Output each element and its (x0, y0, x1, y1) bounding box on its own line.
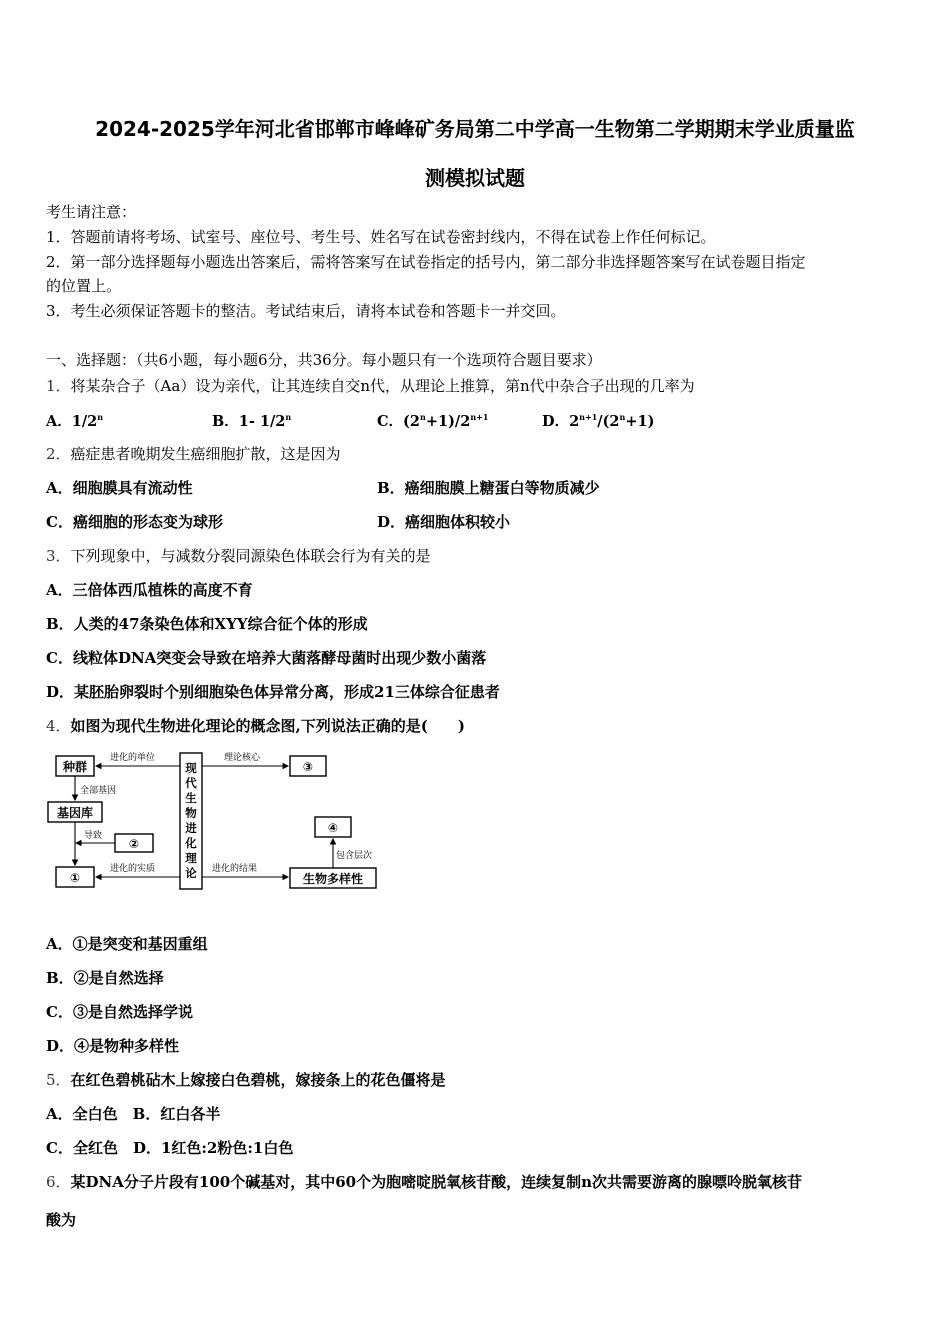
section-heading: 一、选择题：（共6小题，每小题6分，共36分。每小题只有一个选项符合题目要求） (46, 351, 602, 369)
q1-option-b: B．1- 1/2$^n$ (212, 412, 292, 430)
diagram-box-2: ② (128, 837, 140, 851)
q5-options-cd: C．全红色 D．1红色:2粉色:1白色 (46, 1139, 294, 1157)
diagram-jiyinku: 基因库 (56, 806, 94, 820)
q4-option-a: A．①是突变和基因重组 (46, 935, 208, 953)
notice-item-2-cont: 的位置上。 (46, 277, 122, 295)
question-6 (46, 1172, 802, 1192)
q1-option-a: A．1/2$^n$ (46, 412, 104, 430)
question-number: 6． (46, 1173, 71, 1191)
question-1 (46, 376, 695, 396)
q4-option-d: D．④是物种多样性 (46, 1037, 180, 1055)
diagram-center-char: 物 (185, 806, 197, 820)
question-5 (46, 1070, 446, 1090)
diagram-box-4: ④ (327, 821, 339, 835)
diagram-label-daozhi: 导致 (84, 831, 103, 841)
notice-item-2: 2．第一部分选择题每小题选出答案后，需将答案写在试卷指定的括号内，第二部分非选择题答案写在试卷题目指定 (46, 253, 806, 271)
page-title-line-2: 测模拟试题 (425, 166, 525, 190)
question-6-cont: 酸为 (46, 1211, 77, 1229)
question-stem: 将某杂合子（Aa）设为亲代，让其连续自交n代，从理论上推算，第n代中杂合子出现的几率为 (70, 377, 695, 395)
question-stem: 在红色碧桃砧木上嫁接白色碧桃，嫁接条上的花色僵将是 (70, 1071, 446, 1089)
diagram-box-3: ③ (302, 760, 314, 774)
diagram-label-jinhua-jieguo: 进化的结果 (212, 864, 258, 874)
q3-option-c: C．线粒体DNA突变会导致在培养大菌落酵母菌时出现少数小菌落 (46, 649, 487, 667)
diagram-duoyang: 生物多样性 (302, 872, 364, 886)
diagram-center-char: 代 (185, 776, 197, 790)
q1-option-d: D．$2^{n+1}/(2^n+1)$ (542, 412, 655, 430)
question-number: 1． (46, 377, 71, 395)
evolution-concept-diagram (40, 745, 390, 895)
diagram-label-baohan: 包含层次 (336, 851, 373, 861)
diagram-center-char: 进 (185, 821, 197, 835)
question-stem: 下列现象中，与减数分裂同源染色体联会行为有关的是 (70, 547, 431, 565)
question-number: 5． (46, 1071, 71, 1089)
q2-option-b: B．癌细胞膜上糖蛋白等物质减少 (377, 479, 600, 497)
notice-item-3: 3．考生必须保证答题卡的整洁。考试结束后，请将本试卷和答题卡一并交回。 (46, 302, 566, 320)
q3-option-b: B．人类的47条染色体和XYY综合征个体的形成 (46, 615, 368, 633)
question-3 (46, 546, 431, 566)
diagram-zhongqun: 种群 (62, 760, 88, 774)
question-stem: 癌症患者晚期发生癌细胞扩散，这是因为 (70, 445, 341, 463)
q2-option-c: C．癌细胞的形态变为球形 (46, 513, 223, 531)
question-number: 4． (46, 717, 71, 735)
q2-option-a: A．细胞膜具有流动性 (46, 479, 193, 497)
question-2 (46, 444, 341, 464)
q2-option-d: D．癌细胞体积较小 (377, 513, 511, 531)
diagram-center-char: 理 (185, 851, 197, 865)
q4-option-c: C．③是自然选择学说 (46, 1003, 193, 1021)
diagram-label-quanbu-jiyin: 全部基因 (80, 786, 117, 796)
q3-option-a: A．三倍体西瓜植株的高度不育 (46, 581, 253, 599)
notice-item-1: 1．答题前请将考场、试室号、座位号、考生号、姓名写在试卷密封线内，不得在试卷上作任何标记。 (46, 228, 716, 246)
diagram-center-char: 现 (185, 761, 197, 775)
q3-option-d: D．某胚胎卵裂时个别细胞染色体异常分离，形成21三体综合征患者 (46, 683, 500, 701)
q5-options-ab: A．全白色 B．红白各半 (46, 1105, 221, 1123)
question-stem: 如图为现代生物进化理论的概念图,下列说法正确的是( ) (70, 717, 465, 735)
question-4 (46, 716, 465, 736)
diagram-label-jinhua-danwei: 进化的单位 (110, 753, 156, 763)
question-stem: 某DNA分子片段有100个碱基对，其中60个为胞嘧啶脱氧核苷酸，连续复制n次共需要游离的腺嘌呤脱氧核苷 (70, 1173, 802, 1191)
q4-option-b: B．②是自然选择 (46, 969, 164, 987)
diagram-label-jinhua-shizhi: 进化的实质 (110, 864, 156, 874)
diagram-center-char: 论 (185, 866, 197, 880)
diagram-box-1: ① (69, 871, 81, 885)
question-number: 3． (46, 547, 71, 565)
diagram-center-char: 化 (185, 836, 197, 850)
question-number: 2． (46, 445, 71, 463)
q1-option-c: C．$(2^n+1)/2^{n+1}$ (377, 412, 489, 430)
diagram-center-char: 生 (185, 791, 197, 805)
notice-heading: 考生请注意： (46, 203, 137, 221)
diagram-label-lilun-hexin: 理论核心 (224, 753, 261, 763)
page-title-line-1: 2024-2025学年河北省邯郸市峰峰矿务局第二中学高一生物第二学期期末学业质量监 (95, 117, 855, 141)
